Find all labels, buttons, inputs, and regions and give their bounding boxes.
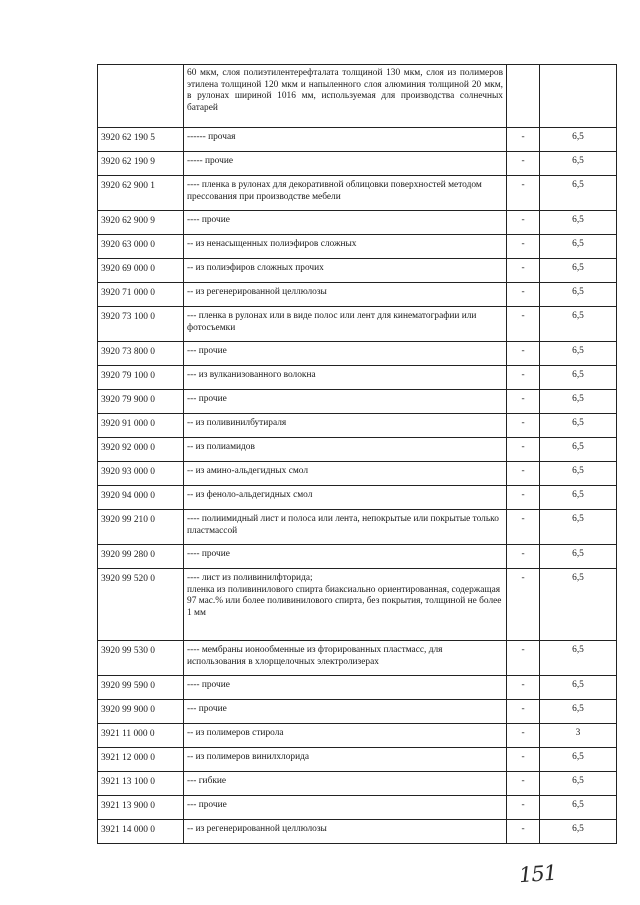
table-row: [98, 307, 617, 342]
row-unit: -: [507, 796, 540, 820]
row-description: ----- прочие: [184, 152, 507, 176]
row-rate: 6,5: [540, 486, 617, 510]
row-rate: 6,5: [540, 641, 617, 676]
table-row: [98, 235, 617, 259]
row-code: 3920 71 000 0: [98, 283, 184, 307]
table-row: [98, 414, 617, 438]
row-description: ---- прочие: [184, 211, 507, 235]
row-description: ------ прочая: [184, 128, 507, 152]
row-rate: 6,5: [540, 307, 617, 342]
row-description: --- прочие: [184, 700, 507, 724]
row-code: 3920 94 000 0: [98, 486, 184, 510]
table-row: [98, 366, 617, 390]
row-rate: 6,5: [540, 772, 617, 796]
row-description: -- из полиэфиров сложных прочих: [184, 259, 507, 283]
row-description: -- из поливинилбутираля: [184, 414, 507, 438]
row-unit: -: [507, 676, 540, 700]
row-unit: [507, 65, 540, 128]
row-description: --- прочие: [184, 390, 507, 414]
row-code: 3920 69 000 0: [98, 259, 184, 283]
row-code: 3920 73 100 0: [98, 307, 184, 342]
row-description: ---- пленка в рулонах для декоративной облицовки поверхностей методом прессования при производстве мебели: [184, 176, 507, 211]
row-rate: 6,5: [540, 128, 617, 152]
row-rate: 6,5: [540, 438, 617, 462]
row-code: 3920 93 000 0: [98, 462, 184, 486]
table-row: [98, 510, 617, 545]
table-row: [98, 342, 617, 366]
row-rate: 6,5: [540, 545, 617, 569]
table-row: [98, 569, 617, 641]
row-rate: 6,5: [540, 152, 617, 176]
row-code: 3921 11 000 0: [98, 724, 184, 748]
table-row: [98, 152, 617, 176]
row-description: -- из феноло-альдегидных смол: [184, 486, 507, 510]
row-code: 3920 99 210 0: [98, 510, 184, 545]
row-unit: -: [507, 700, 540, 724]
row-description: ---- прочие: [184, 676, 507, 700]
row-code: 3920 73 800 0: [98, 342, 184, 366]
row-rate: 6,5: [540, 462, 617, 486]
row-description: -- из полимеров стирола: [184, 724, 507, 748]
row-unit: -: [507, 772, 540, 796]
row-rate: 6,5: [540, 569, 617, 641]
row-rate: 3: [540, 724, 617, 748]
row-unit: -: [507, 283, 540, 307]
row-rate: 6,5: [540, 676, 617, 700]
row-unit: -: [507, 486, 540, 510]
table-row: [98, 796, 617, 820]
table-row: [98, 486, 617, 510]
tariff-table-body: [98, 65, 617, 844]
table-row: [98, 390, 617, 414]
row-rate: 6,5: [540, 820, 617, 844]
table-row: [98, 676, 617, 700]
row-rate: 6,5: [540, 342, 617, 366]
table-row: [98, 176, 617, 211]
row-description: --- прочие: [184, 342, 507, 366]
table-row: [98, 259, 617, 283]
row-code: 3920 62 190 9: [98, 152, 184, 176]
row-unit: -: [507, 128, 540, 152]
row-description: --- гибкие: [184, 772, 507, 796]
row-code: 3920 79 100 0: [98, 366, 184, 390]
table-row: [98, 545, 617, 569]
row-code: 3920 63 000 0: [98, 235, 184, 259]
row-rate: 6,5: [540, 700, 617, 724]
row-rate: 6,5: [540, 366, 617, 390]
table-row: [98, 772, 617, 796]
tariff-table-sheet: [97, 64, 596, 844]
row-rate: 6,5: [540, 748, 617, 772]
row-unit: -: [507, 211, 540, 235]
row-code: 3920 99 520 0: [98, 569, 184, 641]
row-unit: -: [507, 235, 540, 259]
row-rate: [540, 65, 617, 128]
row-code: 3920 99 530 0: [98, 641, 184, 676]
row-unit: -: [507, 307, 540, 342]
row-rate: 6,5: [540, 235, 617, 259]
handwritten-page-number: 151: [518, 860, 557, 888]
table-row: [98, 641, 617, 676]
row-rate: 6,5: [540, 390, 617, 414]
table-row: [98, 748, 617, 772]
row-code: 3920 99 900 0: [98, 700, 184, 724]
row-code: 3920 99 280 0: [98, 545, 184, 569]
row-unit: -: [507, 569, 540, 641]
row-code: 3920 91 000 0: [98, 414, 184, 438]
row-code: 3921 14 000 0: [98, 820, 184, 844]
row-unit: -: [507, 748, 540, 772]
row-description: 60 мкм, слоя полиэтилентерефталата толщиной 130 мкм, слоя из полимеров этилена толщиной 120 мкм и напыленного слоя алюминия толщиной 20 мкм, в рулонах шириной 1016 мм, используемая для производства солнечных батарей: [184, 65, 507, 128]
row-unit: -: [507, 641, 540, 676]
row-code: [98, 65, 184, 128]
row-unit: -: [507, 820, 540, 844]
row-description: --- прочие: [184, 796, 507, 820]
row-unit: -: [507, 545, 540, 569]
row-description: -- из полиамидов: [184, 438, 507, 462]
row-description: ---- лист из поливинилфторида; пленка из поливинилового спирта биаксиально ориентированная, содержащая 97 мас.% или более поливинилового спирта, без покрытия, толщиной не более 1 мм: [184, 569, 507, 641]
row-description: ---- прочие: [184, 545, 507, 569]
table-row: [98, 700, 617, 724]
row-code: 3920 62 900 9: [98, 211, 184, 235]
row-unit: -: [507, 342, 540, 366]
row-rate: 6,5: [540, 211, 617, 235]
row-code: 3920 62 900 1: [98, 176, 184, 211]
row-description: -- из регенерированной целлюлозы: [184, 283, 507, 307]
row-rate: 6,5: [540, 510, 617, 545]
row-description: -- из полимеров винилхлорида: [184, 748, 507, 772]
row-description: --- пленка в рулонах или в виде полос или лент для кинематографии или фотосъемки: [184, 307, 507, 342]
row-code: 3920 62 190 5: [98, 128, 184, 152]
row-unit: -: [507, 259, 540, 283]
row-unit: -: [507, 366, 540, 390]
table-row: [98, 462, 617, 486]
row-description: -- из амино-альдегидных смол: [184, 462, 507, 486]
table-row: [98, 724, 617, 748]
row-unit: -: [507, 724, 540, 748]
row-unit: -: [507, 414, 540, 438]
row-rate: 6,5: [540, 796, 617, 820]
row-unit: -: [507, 390, 540, 414]
row-code: 3921 13 900 0: [98, 796, 184, 820]
table-row: [98, 211, 617, 235]
row-rate: 6,5: [540, 414, 617, 438]
row-rate: 6,5: [540, 283, 617, 307]
row-unit: -: [507, 176, 540, 211]
row-code: 3920 79 900 0: [98, 390, 184, 414]
row-rate: 6,5: [540, 259, 617, 283]
row-code: 3921 12 000 0: [98, 748, 184, 772]
row-description: ---- полиимидный лист и полоса или лента, непокрытые или покрытые только пластмассой: [184, 510, 507, 545]
tariff-table: [97, 64, 617, 844]
row-description: ---- мембраны ионообменные из фторированных пластмасс, для использования в хлорщелочных электролизерах: [184, 641, 507, 676]
table-row: [98, 438, 617, 462]
row-code: 3921 13 100 0: [98, 772, 184, 796]
row-unit: -: [507, 510, 540, 545]
row-description: -- из ненасыщенных полиэфиров сложных: [184, 235, 507, 259]
table-row: [98, 128, 617, 152]
row-unit: -: [507, 462, 540, 486]
row-unit: -: [507, 152, 540, 176]
table-row: [98, 283, 617, 307]
row-unit: -: [507, 438, 540, 462]
row-code: 3920 92 000 0: [98, 438, 184, 462]
row-description: --- из вулканизованного волокна: [184, 366, 507, 390]
table-row-continuation: [98, 65, 617, 128]
row-rate: 6,5: [540, 176, 617, 211]
table-row: [98, 820, 617, 844]
row-code: 3920 99 590 0: [98, 676, 184, 700]
row-description: -- из регенерированной целлюлозы: [184, 820, 507, 844]
